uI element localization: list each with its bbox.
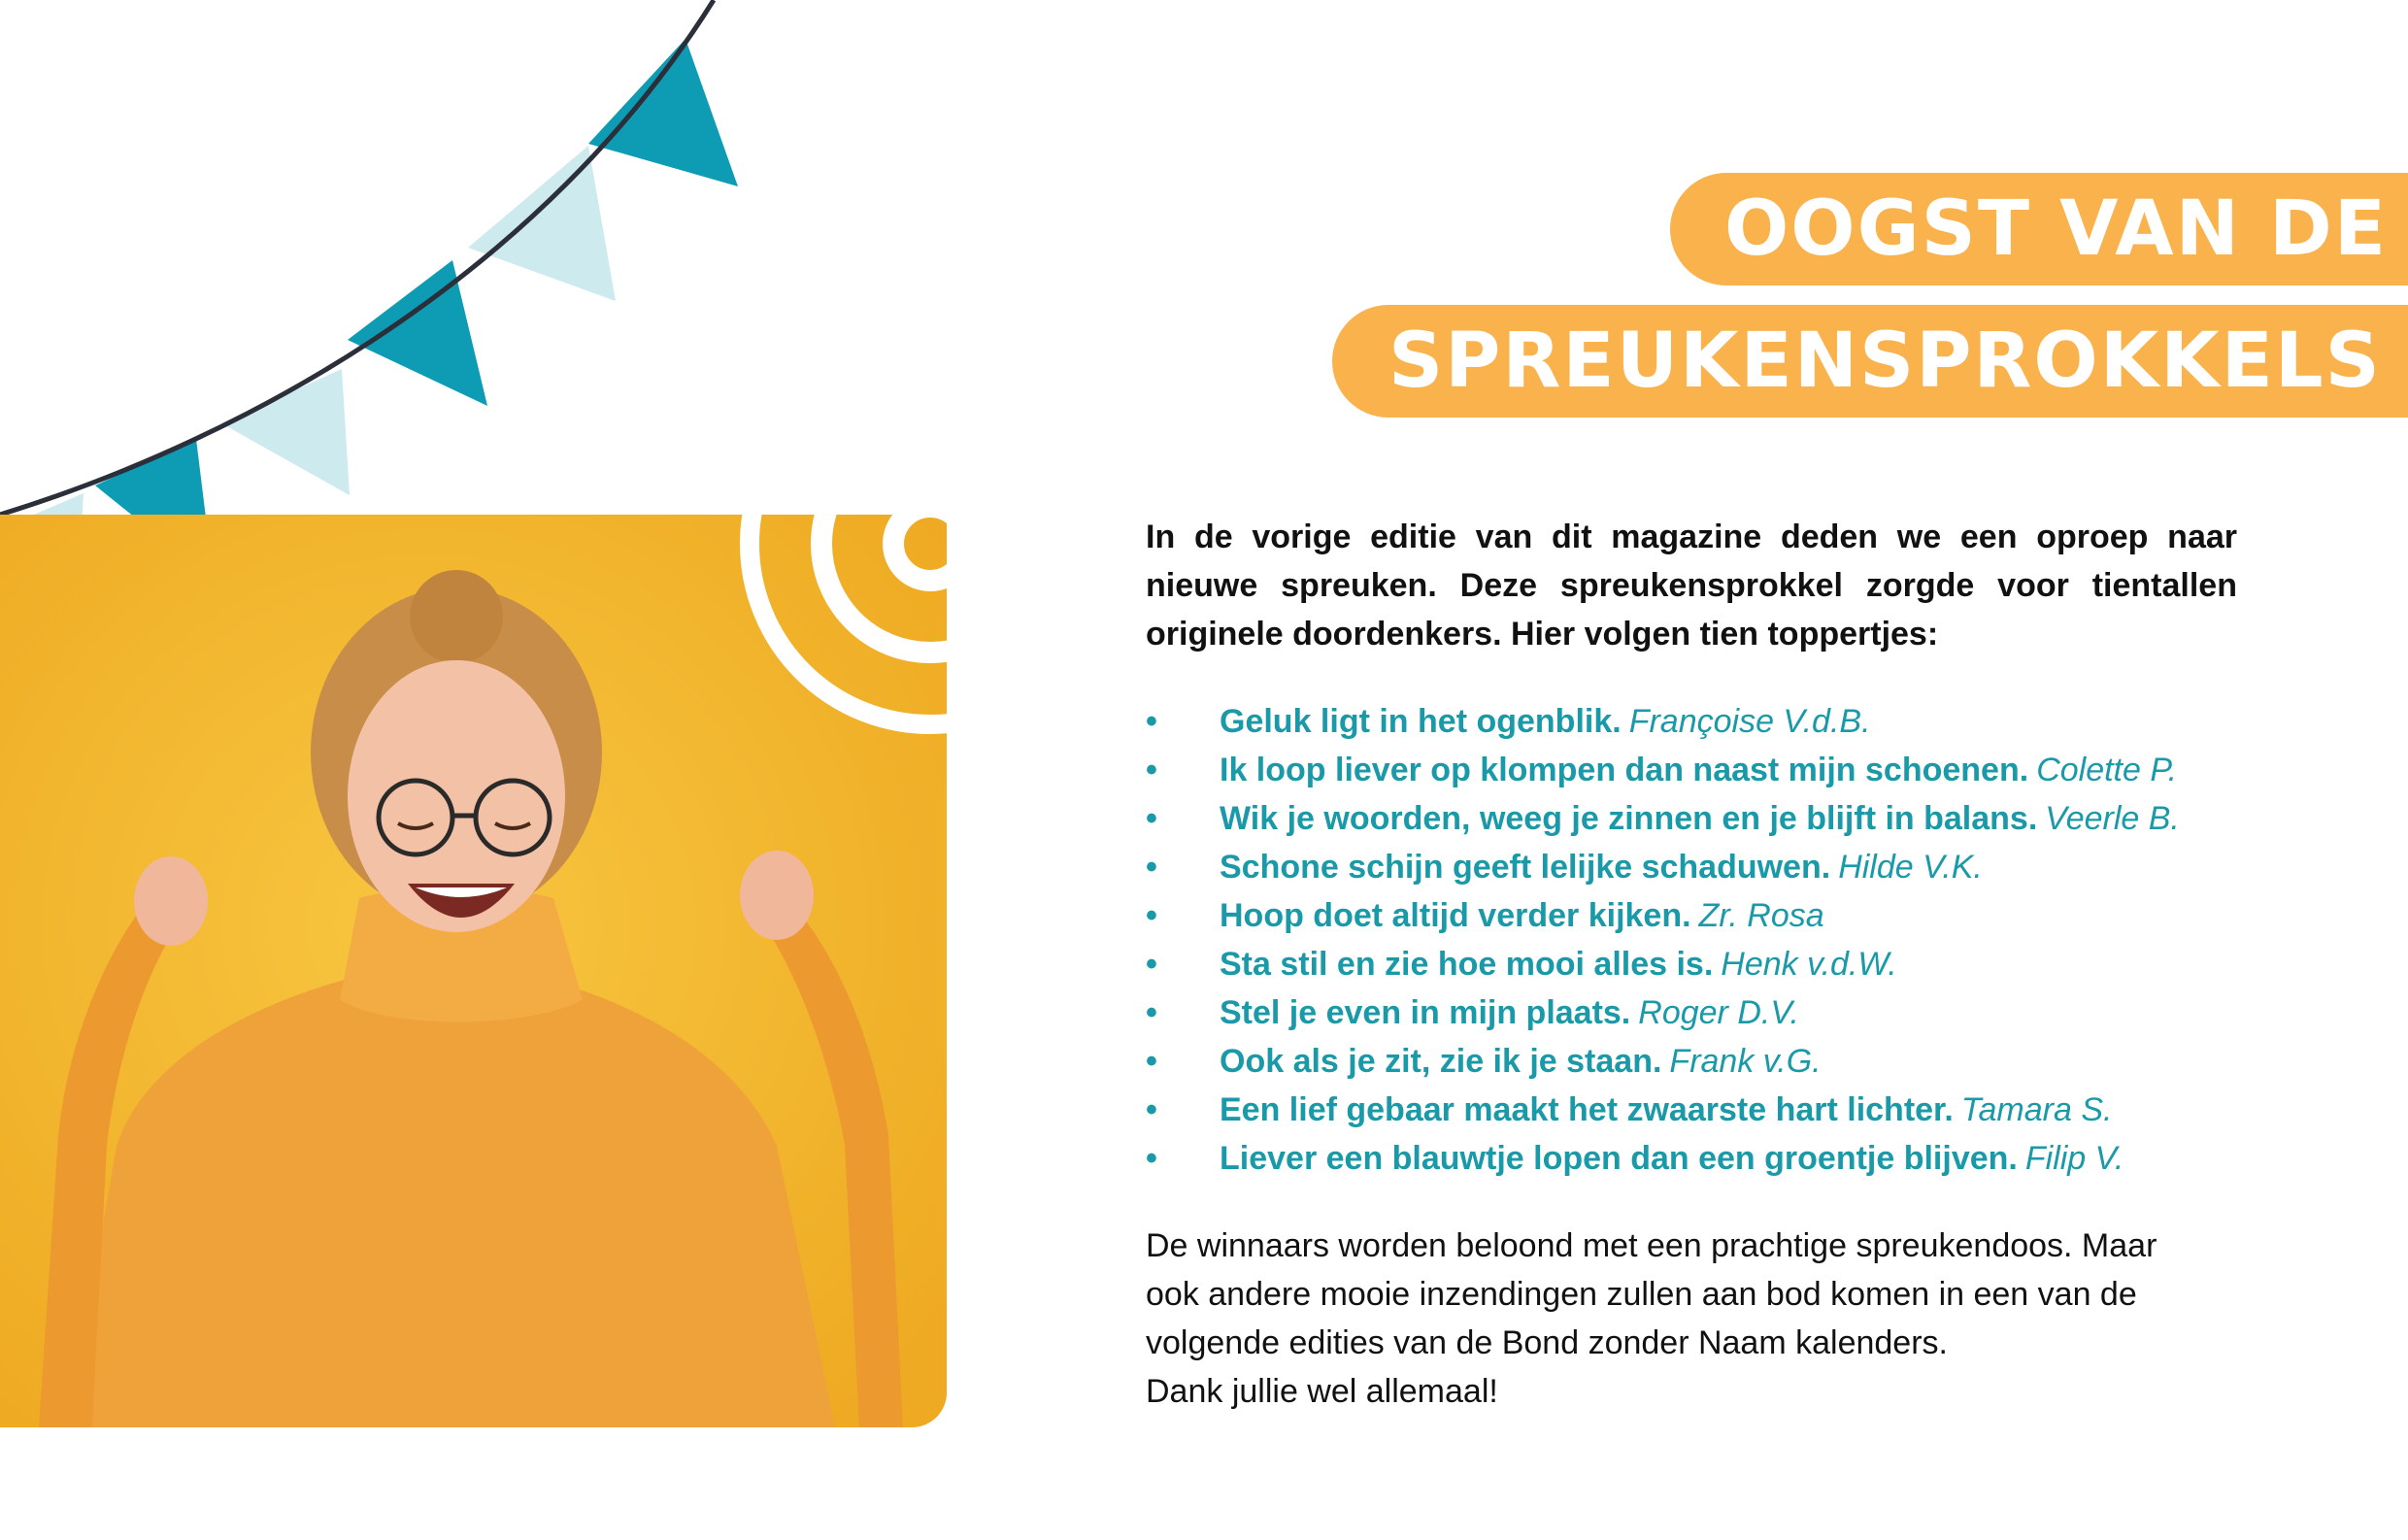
quote-text: Liever een blauwtje lopen dan een groentje blijven.	[1220, 1140, 2018, 1177]
quote-author: Roger D.V.	[1638, 994, 1799, 1031]
quote-text: Schone schijn geeft lelijke schaduwen.	[1220, 849, 1831, 886]
quote-author: Tamara S.	[1960, 1091, 2113, 1128]
article-body	[1146, 513, 2237, 1416]
quote-item	[1146, 843, 2237, 891]
quote-author: Veerle B.	[2045, 800, 2180, 837]
quote-item	[1146, 940, 2237, 988]
quote-item	[1146, 1134, 2237, 1183]
page-title-line-2: SPREUKENSPROKKELS	[1332, 305, 2408, 418]
quote-author: Henk v.d.W.	[1721, 946, 1897, 983]
closing-thanks: Dank jullie wel allemaal!	[1146, 1373, 1498, 1410]
quote-item	[1146, 891, 2237, 940]
quote-text: Hoop doet altijd verder kijken.	[1220, 897, 1691, 934]
quote-item	[1146, 1037, 2237, 1086]
closing-line: ook andere mooie inzendingen zullen aan bod komen in een van de	[1146, 1276, 2137, 1313]
bullet-icon: •	[1146, 800, 1157, 837]
photo-panel	[0, 515, 947, 1427]
cheering-woman-photo	[0, 515, 947, 1427]
page-title-line-1: OOGST VAN DE	[1670, 173, 2408, 285]
bullet-icon: •	[1146, 752, 1157, 788]
bullet-icon: •	[1146, 1091, 1157, 1128]
quote-text: Stel je even in mijn plaats.	[1220, 994, 1631, 1031]
bunting-flag	[468, 146, 616, 301]
bullet-icon: •	[1146, 946, 1157, 983]
quote-author: Frank v.G.	[1669, 1043, 1822, 1080]
bullet-icon: •	[1146, 1140, 1157, 1177]
quote-item	[1146, 1086, 2237, 1134]
bullet-icon: •	[1146, 994, 1157, 1031]
quote-text: Sta stil en zie hoe mooi alles is.	[1220, 946, 1714, 983]
quote-text: Een lief gebaar maakt het zwaarste hart lichter.	[1220, 1091, 1954, 1128]
quote-list	[1146, 697, 2237, 1183]
quote-author: Zr. Rosa	[1698, 897, 1824, 934]
quote-author: Colette P.	[2036, 752, 2178, 788]
bunting-flag	[348, 260, 487, 406]
bunting-flag	[588, 39, 738, 186]
bullet-icon: •	[1146, 703, 1157, 740]
bullet-icon: •	[1146, 897, 1157, 934]
quote-item	[1146, 988, 2237, 1037]
quote-item	[1146, 794, 2237, 843]
quote-text: Ook als je zit, zie ik je staan.	[1220, 1043, 1662, 1080]
quote-text: Ik loop liever op klompen dan naast mijn schoenen.	[1220, 752, 2029, 788]
closing-line: De winnaars worden beloond met een prachtige spreukendoos. Maar	[1146, 1227, 2157, 1264]
bullet-icon: •	[1146, 1043, 1157, 1080]
quote-author: Filip V.	[2024, 1140, 2124, 1177]
intro-paragraph: In de vorige editie van dit magazine deden we een oproep naar nieuwe spreuken. Deze spreukensprokkel zorgde voor tientallen originele doordenkers. Hier volgen tien toppertjes:	[1146, 519, 2237, 653]
quote-author: Françoise V.d.B.	[1628, 703, 1871, 740]
quote-text: Geluk ligt in het ogenblik.	[1220, 703, 1622, 740]
quote-text: Wik je woorden, weeg je zinnen en je blijft in balans.	[1220, 800, 2038, 837]
bunting-flag	[221, 369, 350, 495]
quote-author: Hilde V.K.	[1838, 849, 1983, 886]
bullet-icon: •	[1146, 849, 1157, 886]
closing-paragraph	[1146, 1222, 2237, 1416]
closing-line: volgende edities van de Bond zonder Naam kalenders.	[1146, 1324, 1948, 1361]
quote-item	[1146, 697, 2237, 746]
quote-item	[1146, 746, 2237, 794]
